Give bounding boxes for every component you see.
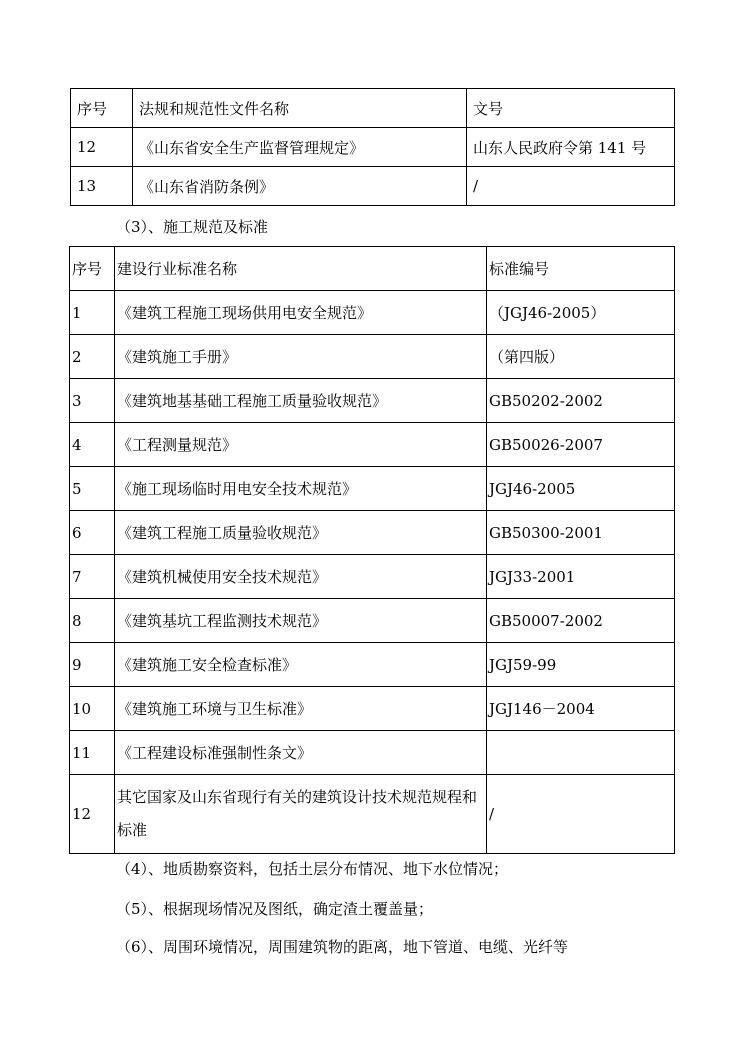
table-cell: 6: [70, 511, 115, 555]
table-cell: 13: [71, 167, 133, 206]
paragraph-geology: （4）、地质勘察资料，包括土层分布情况、地下水位情况；: [116, 860, 509, 878]
table-cell: 《建筑基坑工程监测技术规范》: [115, 599, 487, 643]
table-cell: 《工程建设标准强制性条文》: [115, 731, 487, 775]
table-cell: 3: [70, 379, 115, 423]
table-cell: JGJ146－2004: [487, 687, 675, 731]
standards-table: [69, 246, 675, 854]
table-row: [70, 775, 675, 854]
table-cell: 《工程测量规范》: [115, 423, 487, 467]
header-cell: 序号: [71, 89, 133, 128]
table-row: [70, 511, 675, 555]
table-cell: 7: [70, 555, 115, 599]
table-cell: 《山东省消防条例》: [133, 167, 467, 206]
table-cell: /: [487, 775, 675, 854]
table-row: [70, 599, 675, 643]
table-cell: 8: [70, 599, 115, 643]
table-cell: （JGJ46-2005）: [487, 291, 675, 335]
table-row: [70, 423, 675, 467]
table-cell: 《建筑机械使用安全技术规范》: [115, 555, 487, 599]
table-cell: 《建筑地基基础工程施工质量验收规范》: [115, 379, 487, 423]
table-cell: JGJ59-99: [487, 643, 675, 687]
table-cell: GB50300-2001: [487, 511, 675, 555]
regulations-table: [70, 88, 675, 206]
paragraph-site: （5）、根据现场情况及图纸，确定渣土覆盖量；: [116, 900, 434, 918]
header-cell: 文号: [467, 89, 675, 128]
table-cell: 《山东省安全生产监督管理规定》: [133, 128, 467, 167]
table-cell: GB50007-2002: [487, 599, 675, 643]
table-row: [71, 167, 675, 206]
table-row: [70, 731, 675, 775]
table-cell: 9: [70, 643, 115, 687]
table-cell: GB50202-2002: [487, 379, 675, 423]
table-header-row: [70, 247, 675, 291]
table-row: [70, 687, 675, 731]
table-cell: 《建筑施工手册》: [115, 335, 487, 379]
table-cell: GB50026-2007: [487, 423, 675, 467]
table-cell: JGJ33-2001: [487, 555, 675, 599]
table-cell: 4: [70, 423, 115, 467]
table-cell: 11: [70, 731, 115, 775]
table-cell: 《建筑施工环境与卫生标准》: [115, 687, 487, 731]
table-row: [70, 643, 675, 687]
table-cell: 2: [70, 335, 115, 379]
table-row: [70, 555, 675, 599]
table-cell: 《建筑工程施工现场供用电安全规范》: [115, 291, 487, 335]
table-cell: 《建筑工程施工质量验收规范》: [115, 511, 487, 555]
table-cell: 1: [70, 291, 115, 335]
table-row: [70, 291, 675, 335]
table-cell: JGJ46-2005: [487, 467, 675, 511]
table-row: [70, 335, 675, 379]
table-cell: 其它国家及山东省现行有关的建筑设计技术规范规程和标准: [115, 775, 487, 854]
header-cell: 标准编号: [487, 247, 675, 291]
header-cell: 法规和规范性文件名称: [133, 89, 467, 128]
table-cell: 10: [70, 687, 115, 731]
table-cell: 《建筑施工安全检查标准》: [115, 643, 487, 687]
table-row: [71, 128, 675, 167]
table-cell: 《施工现场临时用电安全技术规范》: [115, 467, 487, 511]
paragraph-surroundings: （6）、周围环境情况，周围建筑物的距离，地下管道、电缆、光纤等: [116, 938, 569, 956]
section-heading: （3）、施工规范及标准: [116, 218, 269, 236]
table-row: [70, 379, 675, 423]
table-cell: 5: [70, 467, 115, 511]
table-cell: [487, 731, 675, 775]
table-cell: 山东人民政府令第 141 号: [467, 128, 675, 167]
header-cell: 建设行业标准名称: [115, 247, 487, 291]
table-header-row: [71, 89, 675, 128]
table-row: [70, 467, 675, 511]
table-cell: 12: [71, 128, 133, 167]
table-cell: 12: [70, 775, 115, 854]
table-cell: /: [467, 167, 675, 206]
table-cell: （第四版）: [487, 335, 675, 379]
header-cell: 序号: [70, 247, 115, 291]
